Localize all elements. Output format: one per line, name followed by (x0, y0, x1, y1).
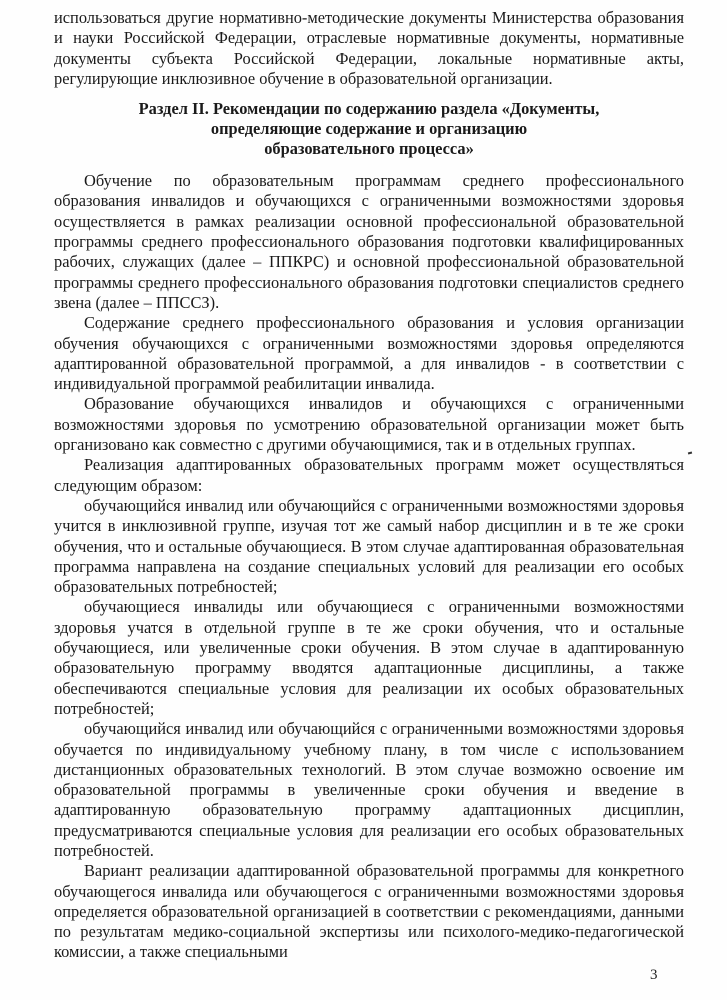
list-item: обучающийся инвалид или обучающийся с ограниченными возможностями здоровья обучается по индивидуальному учебному плану, в том числе с использованием дистанционных образовательных технологий. В этом случае возможно освоение им образовательной программы в увеличенные сроки обучения и введение в адаптированную образовательную программу адаптационных дисциплин, предусматриваются специальные условия для реализации его особых образовательных потребностей. (54, 719, 684, 860)
paragraph: Вариант реализации адаптированной образовательной программы для конкретного обучающегося инвалида или обучающегося с ограниченными возможностями здоровья определяется образовательной организацией в соответствии с рекомендациями, данными по результатам медико-социальной экспертизы или психолого-медико-педагогической комиссии, а также специальными (54, 861, 684, 962)
paragraph: Обучение по образовательным программам среднего профессионального образования инвалидов и обучающихся с ограниченными возможностями здоровья осуществляется в рамках реализации основной профессиональной образовательной программы среднего профессионального образования подготовки квалифицированных рабочих, служащих (далее – ППКРС) и основной профессиональной образовательной программы среднего профессионального образования подготовки специалистов среднего звена (далее – ППССЗ). (54, 171, 684, 312)
page-number: 3 (650, 967, 658, 983)
section-heading (54, 99, 684, 159)
list-item: обучающиеся инвалиды или обучающиеся с ограниченными возможностями здоровья учатся в отдельной группе в те же сроки обучения, что и остальные обучающиеся, или увеличенные сроки обучения. В этом случае в адаптированную образовательную программу вводятся адаптационные дисциплины, а также обеспечиваются специальные условия для реализации их особых образовательных потребностей; (54, 597, 684, 718)
paragraph: Содержание среднего профессионального образования и условия организации обучения обучающихся с ограниченными возможностями здоровья определяются адаптированной образовательной программой, а для инвалидов - в соответствии с индивидуальной программой реабилитации инвалида. (54, 313, 684, 394)
section-heading-line-2: определяющие содержание и организацию (210, 119, 528, 139)
stray-mark (688, 452, 692, 455)
list-item: обучающийся инвалид или обучающийся с ограниченными возможностями здоровья учится в инклюзивной группе, изучая тот же самый набор дисциплин и в те же сроки обучения, что и остальные обучающиеся. В этом случае адаптированная образовательная программа направлена на создание специальных условий для реализации его особых образовательных потребностей; (54, 495, 684, 597)
page-body (54, 8, 684, 963)
section-heading-line-3: образовательного процесса» (264, 139, 474, 159)
section-heading-line-1: Раздел II. Рекомендации по содержанию раздела «Документы, (138, 99, 600, 119)
paragraph: Реализация адаптированных образовательных программ может осуществляться следующим образом: (54, 455, 684, 495)
paragraph: Образование обучающихся инвалидов и обучающихся с ограниченными возможностями здоровья по усмотрению образовательной организации может быть организовано как совместно с другими обучающимися, так и в отдельных группах. (54, 394, 684, 455)
intro-paragraph: использоваться другие нормативно-методические документы Министерства образования и науки Российской Федерации, отраслевые нормативные документы, нормативные документы субъекта Российской Федерации, локальные нормативные акты, регулирующие инклюзивное обучение в образовательной организации. (54, 8, 684, 88)
